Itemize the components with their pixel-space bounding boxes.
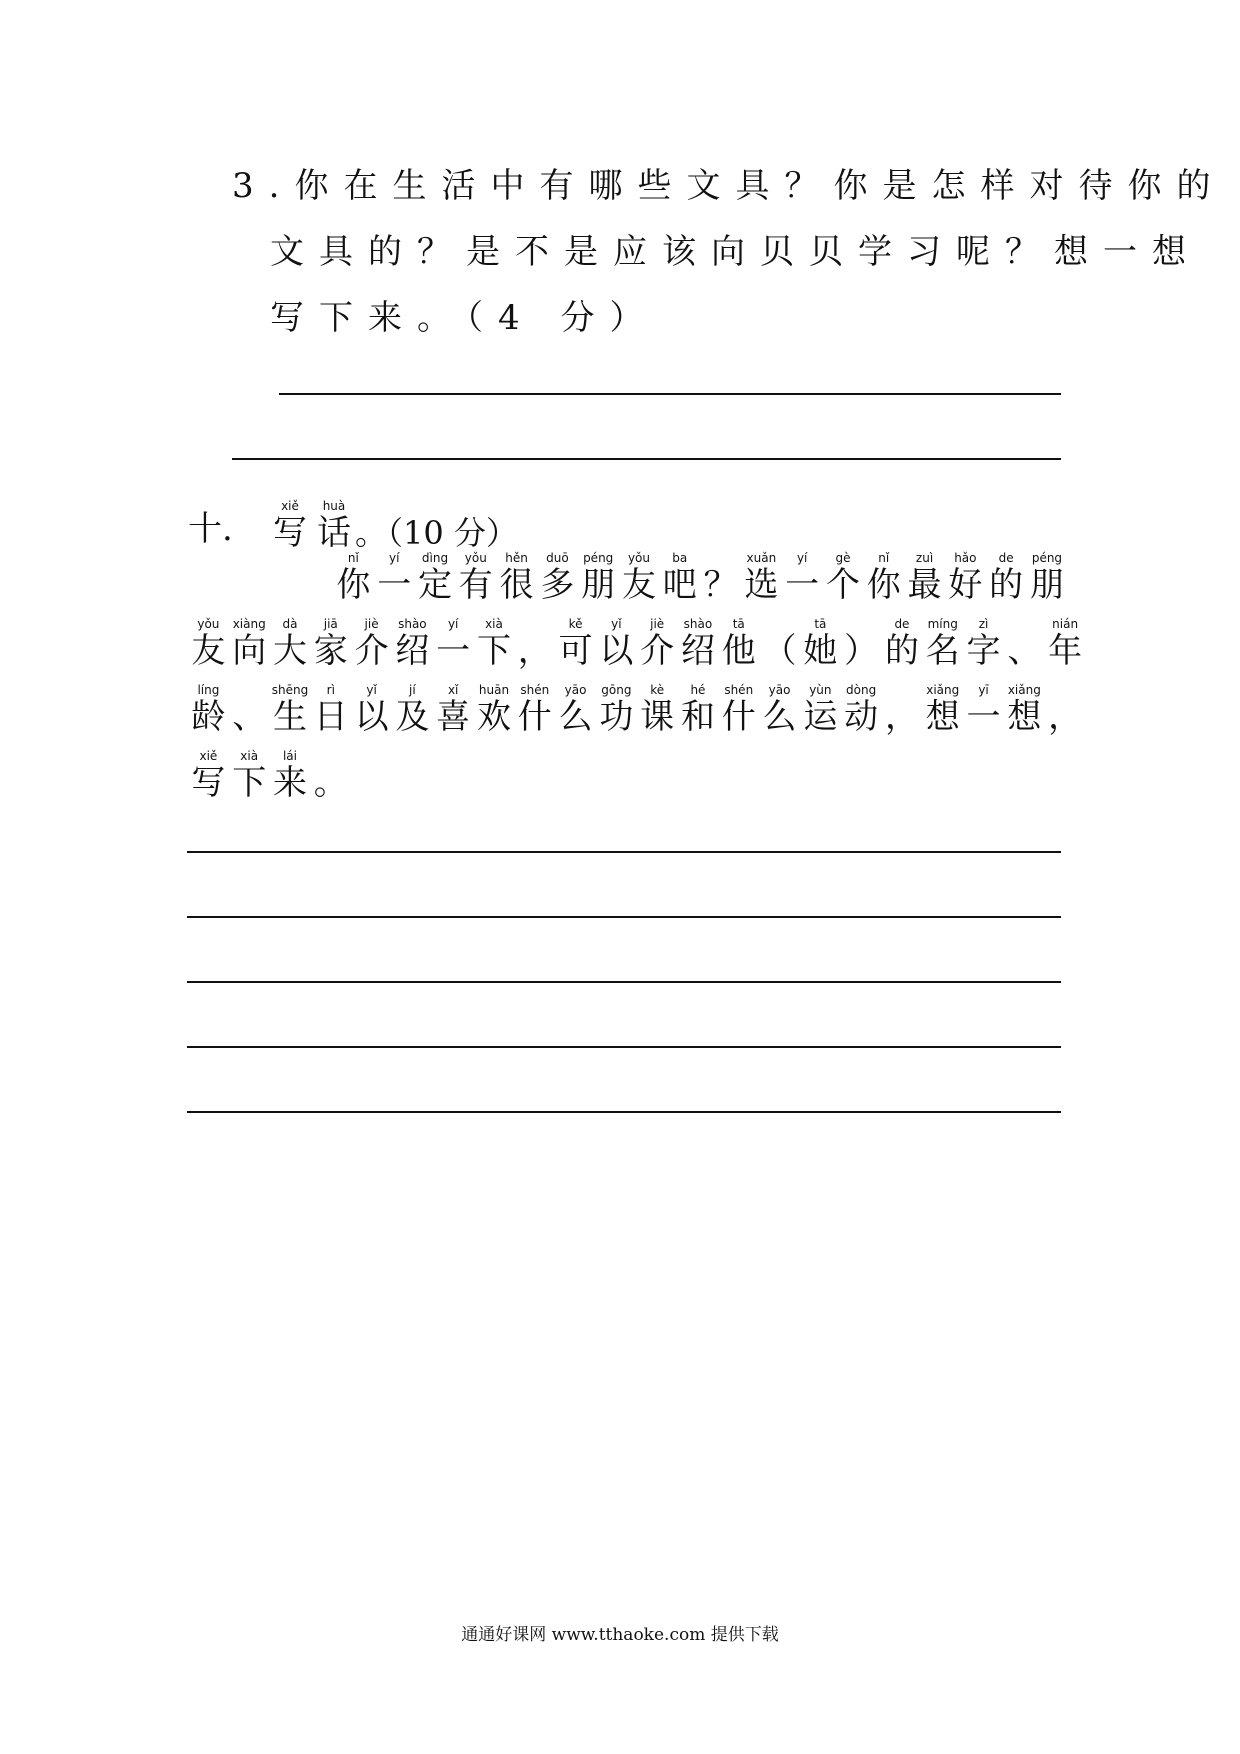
- pinyin-annotation: yī: [978, 683, 989, 697]
- passage-character: [578, 551, 619, 605]
- hanzi-character: 话: [317, 513, 351, 553]
- passage-character: [882, 683, 923, 737]
- passage-character: [800, 683, 841, 737]
- passage-character: [351, 683, 392, 737]
- passage-character: [659, 551, 700, 605]
- pinyin-annotation: huà: [322, 499, 346, 513]
- pinyin-annotation: nǐ: [347, 551, 359, 565]
- passage-character: [496, 551, 537, 605]
- hanzi-character: 和: [680, 697, 715, 737]
- hanzi-character: ，: [1048, 697, 1083, 737]
- pinyin-annotation: gè: [835, 551, 851, 565]
- answer-line-10-1[interactable]: [187, 851, 1061, 853]
- passage-character: [270, 749, 311, 803]
- hanzi-character: 朋: [1029, 565, 1064, 605]
- passage-character: [229, 749, 270, 803]
- passage-character: [759, 617, 800, 671]
- section-number: 十.: [188, 509, 233, 549]
- passage-character: [1027, 551, 1068, 605]
- hanzi-character: 年: [1048, 631, 1083, 671]
- hanzi-character: 最: [907, 565, 942, 605]
- pinyin-annotation: ba: [672, 551, 688, 565]
- passage-character: [537, 551, 578, 605]
- passage-character: [514, 683, 555, 737]
- hanzi-character: 一: [377, 565, 412, 605]
- answer-line-10-2[interactable]: [187, 916, 1061, 918]
- hanzi-character: 下: [476, 631, 511, 671]
- passage-character: [310, 617, 351, 671]
- answer-line-q3-1[interactable]: [279, 393, 1061, 395]
- hanzi-character: 好: [948, 565, 983, 605]
- hanzi-character: 绍: [395, 631, 430, 671]
- hanzi-character: 及: [395, 697, 430, 737]
- pinyin-annotation: xiǎng: [1007, 683, 1041, 697]
- passage-character: [455, 551, 496, 605]
- pinyin-annotation: xiě: [281, 499, 299, 513]
- answer-line-q3-2[interactable]: [232, 458, 1061, 460]
- pinyin-annotation: yāo: [564, 683, 587, 697]
- hanzi-character: 写: [273, 513, 307, 553]
- passage-character: [188, 683, 229, 737]
- passage-character: [800, 617, 841, 671]
- pinyin-annotation: hǎo: [954, 551, 977, 565]
- pinyin-annotation: xuǎn: [746, 551, 777, 565]
- hanzi-character: ？: [703, 565, 738, 605]
- pinyin-annotation: zì: [978, 617, 989, 631]
- pinyin-annotation: xià: [485, 617, 503, 631]
- pinyin-annotation: jiā: [323, 617, 338, 631]
- passage-character: [270, 617, 311, 671]
- passage-character: [415, 551, 456, 605]
- passage-character: [823, 551, 864, 605]
- passage-character: [963, 617, 1004, 671]
- pinyin-annotation: yǒu: [627, 551, 650, 565]
- title-character: [317, 499, 351, 553]
- hanzi-character: 可: [558, 631, 593, 671]
- passage-character: [392, 617, 433, 671]
- passage-character: [759, 683, 800, 737]
- pinyin-annotation: dìng: [421, 551, 449, 565]
- pinyin-annotation: jiè: [650, 617, 665, 631]
- hanzi-character: 写: [191, 763, 226, 803]
- hanzi-character: 字: [966, 631, 1001, 671]
- hanzi-character: 么: [762, 697, 797, 737]
- hanzi-character: 。: [313, 763, 348, 803]
- hanzi-character: 介: [640, 631, 675, 671]
- answer-line-10-4[interactable]: [187, 1046, 1061, 1048]
- pinyin-annotation: kè: [650, 683, 665, 697]
- pinyin-annotation: tā: [732, 617, 745, 631]
- passage-character: [1004, 683, 1045, 737]
- pinyin-annotation: xià: [240, 749, 259, 763]
- hanzi-character: 选: [744, 565, 779, 605]
- passage-character: [922, 617, 963, 671]
- passage-character: [310, 683, 351, 737]
- passage-row-4: [188, 749, 351, 803]
- pinyin-annotation: nián: [1052, 617, 1079, 631]
- pinyin-annotation: míng: [927, 617, 958, 631]
- hanzi-character: 什: [721, 697, 756, 737]
- pinyin-annotation: huān: [478, 683, 510, 697]
- passage-row-2: [188, 617, 1086, 671]
- hanzi-character: ）: [844, 631, 879, 671]
- hanzi-character: 朋: [581, 565, 616, 605]
- passage-character: [392, 683, 433, 737]
- passage-character: [351, 617, 392, 671]
- hanzi-character: ，: [517, 631, 552, 671]
- hanzi-character: 么: [558, 697, 593, 737]
- passage-character: [229, 683, 270, 737]
- hanzi-character: 家: [313, 631, 348, 671]
- hanzi-character: 一: [966, 697, 1001, 737]
- passage-character: [229, 617, 270, 671]
- hanzi-character: 吧: [662, 565, 697, 605]
- passage-character: [986, 551, 1027, 605]
- passage-character: [188, 749, 229, 803]
- section-score: 。（10 分）: [355, 514, 518, 552]
- pinyin-annotation: tā: [814, 617, 827, 631]
- passage-character: [310, 749, 351, 803]
- hanzi-character: 想: [925, 697, 960, 737]
- hanzi-character: 介: [354, 631, 389, 671]
- passage-character: [619, 551, 660, 605]
- passage-row-1: [333, 551, 1067, 605]
- hanzi-character: 一: [785, 565, 820, 605]
- pinyin-annotation: xǐ: [447, 683, 459, 697]
- passage-character: [678, 683, 719, 737]
- pinyin-annotation: yùn: [809, 683, 832, 697]
- passage-character: [1045, 683, 1086, 737]
- pinyin-annotation: yǒu: [197, 617, 220, 631]
- pinyin-annotation: nǐ: [878, 551, 890, 565]
- passage-character: [1004, 617, 1045, 671]
- pinyin-annotation: yí: [447, 617, 459, 631]
- passage-character: [718, 617, 759, 671]
- hanzi-character: 名: [925, 631, 960, 671]
- section-title: [273, 493, 518, 553]
- hanzi-character: 大: [272, 631, 307, 671]
- pinyin-annotation: xiǎng: [926, 683, 960, 697]
- passage-character: [841, 617, 882, 671]
- passage-character: [637, 683, 678, 737]
- hanzi-character: 下: [232, 763, 267, 803]
- pinyin-annotation: xiàng: [232, 617, 266, 631]
- pinyin-annotation: líng: [197, 683, 220, 697]
- passage-character: [270, 683, 311, 737]
- passage-character: [555, 617, 596, 671]
- passage-character: [374, 551, 415, 605]
- passage-character: [718, 683, 759, 737]
- hanzi-character: 想: [1007, 697, 1042, 737]
- passage-character: [596, 617, 637, 671]
- pinyin-annotation: zuì: [915, 551, 934, 565]
- question-3-line-2: 文具的？是不是应该向贝贝学习呢？想一想: [270, 232, 1201, 272]
- passage-character: [922, 683, 963, 737]
- passage-character: [963, 683, 1004, 737]
- passage-character: [741, 551, 782, 605]
- pinyin-annotation: yāo: [768, 683, 791, 697]
- passage-row-3: [188, 683, 1086, 737]
- passage-character: [700, 551, 741, 605]
- hanzi-character: 喜: [436, 697, 471, 737]
- pinyin-annotation: yí: [796, 551, 808, 565]
- hanzi-character: 、: [232, 697, 267, 737]
- hanzi-character: 生: [272, 697, 307, 737]
- hanzi-character: 日: [313, 697, 348, 737]
- hanzi-character: 以: [354, 697, 389, 737]
- pinyin-annotation: shēng: [271, 683, 309, 697]
- pinyin-annotation: péng: [583, 551, 614, 565]
- hanzi-character: 运: [803, 697, 838, 737]
- footer-credit: 通通好课网 www.tthaoke.com 提供下载: [461, 1625, 779, 1645]
- passage-character: [1045, 617, 1086, 671]
- passage-character: [474, 617, 515, 671]
- pinyin-annotation: shén: [724, 683, 754, 697]
- passage-character: [333, 551, 374, 605]
- hanzi-character: ，: [884, 697, 919, 737]
- pinyin-annotation: jí: [409, 683, 416, 697]
- pinyin-annotation: gōng: [601, 683, 632, 697]
- pinyin-annotation: jiè: [364, 617, 379, 631]
- pinyin-annotation: shén: [520, 683, 550, 697]
- passage-character: [555, 683, 596, 737]
- pinyin-annotation: hěn: [505, 551, 528, 565]
- passage-character: [596, 683, 637, 737]
- passage-character: [678, 617, 719, 671]
- hanzi-character: 、: [1007, 631, 1042, 671]
- passage-character: [514, 617, 555, 671]
- passage-character: [188, 617, 229, 671]
- hanzi-character: 欢: [476, 697, 511, 737]
- passage-character: [945, 551, 986, 605]
- pinyin-annotation: kě: [568, 617, 583, 631]
- hanzi-character: 多: [540, 565, 575, 605]
- hanzi-character: 的: [989, 565, 1024, 605]
- hanzi-character: 来: [272, 763, 307, 803]
- title-character: [273, 499, 307, 553]
- hanzi-character: 个: [825, 565, 860, 605]
- hanzi-character: 你: [336, 565, 371, 605]
- passage-character: [433, 683, 474, 737]
- question-3-line-3: 写下来。（4 分）: [270, 298, 659, 338]
- pinyin-annotation: yǒu: [464, 551, 487, 565]
- answer-line-10-3[interactable]: [187, 981, 1061, 983]
- pinyin-annotation: yǐ: [611, 617, 622, 631]
- hanzi-character: 友: [621, 565, 656, 605]
- hanzi-character: 绍: [680, 631, 715, 671]
- passage-character: [782, 551, 823, 605]
- hanzi-character: 有: [458, 565, 493, 605]
- passage-character: [474, 683, 515, 737]
- pinyin-annotation: de: [998, 551, 1014, 565]
- pinyin-annotation: yǐ: [366, 683, 377, 697]
- passage-character: [433, 617, 474, 671]
- pinyin-annotation: péng: [1031, 551, 1063, 565]
- answer-line-10-5[interactable]: [187, 1111, 1061, 1113]
- hanzi-character: 什: [517, 697, 552, 737]
- question-3-line-1: 3.你在生活中有哪些文具？你是怎样对待你的: [232, 166, 1226, 206]
- pinyin-annotation: shào: [398, 617, 427, 631]
- passage-character: [904, 551, 945, 605]
- hanzi-character: 功: [599, 697, 634, 737]
- pinyin-annotation: de: [894, 617, 910, 631]
- hanzi-character: 一: [436, 631, 471, 671]
- pinyin-annotation: dòng: [846, 683, 877, 697]
- pinyin-annotation: rì: [326, 683, 335, 697]
- hanzi-character: 你: [866, 565, 901, 605]
- passage-character: [863, 551, 904, 605]
- hanzi-character: 向: [232, 631, 267, 671]
- pinyin-annotation: yí: [388, 551, 400, 565]
- hanzi-character: 很: [499, 565, 534, 605]
- hanzi-character: 友: [191, 631, 226, 671]
- passage-character: [882, 617, 923, 671]
- pinyin-annotation: lái: [282, 749, 297, 763]
- hanzi-character: 定: [417, 565, 452, 605]
- passage-character: [637, 617, 678, 671]
- passage-character: [841, 683, 882, 737]
- pinyin-annotation: dà: [282, 617, 298, 631]
- pinyin-annotation: hé: [690, 683, 706, 697]
- hanzi-character: 课: [640, 697, 675, 737]
- hanzi-character: 她: [803, 631, 838, 671]
- hanzi-character: 龄: [191, 697, 226, 737]
- hanzi-character: 以: [599, 631, 634, 671]
- hanzi-character: 动: [844, 697, 879, 737]
- hanzi-character: （: [762, 631, 797, 671]
- pinyin-annotation: duō: [546, 551, 569, 565]
- hanzi-character: 他: [721, 631, 756, 671]
- pinyin-annotation: xiě: [199, 749, 218, 763]
- pinyin-annotation: shào: [683, 617, 713, 631]
- hanzi-character: 的: [884, 631, 919, 671]
